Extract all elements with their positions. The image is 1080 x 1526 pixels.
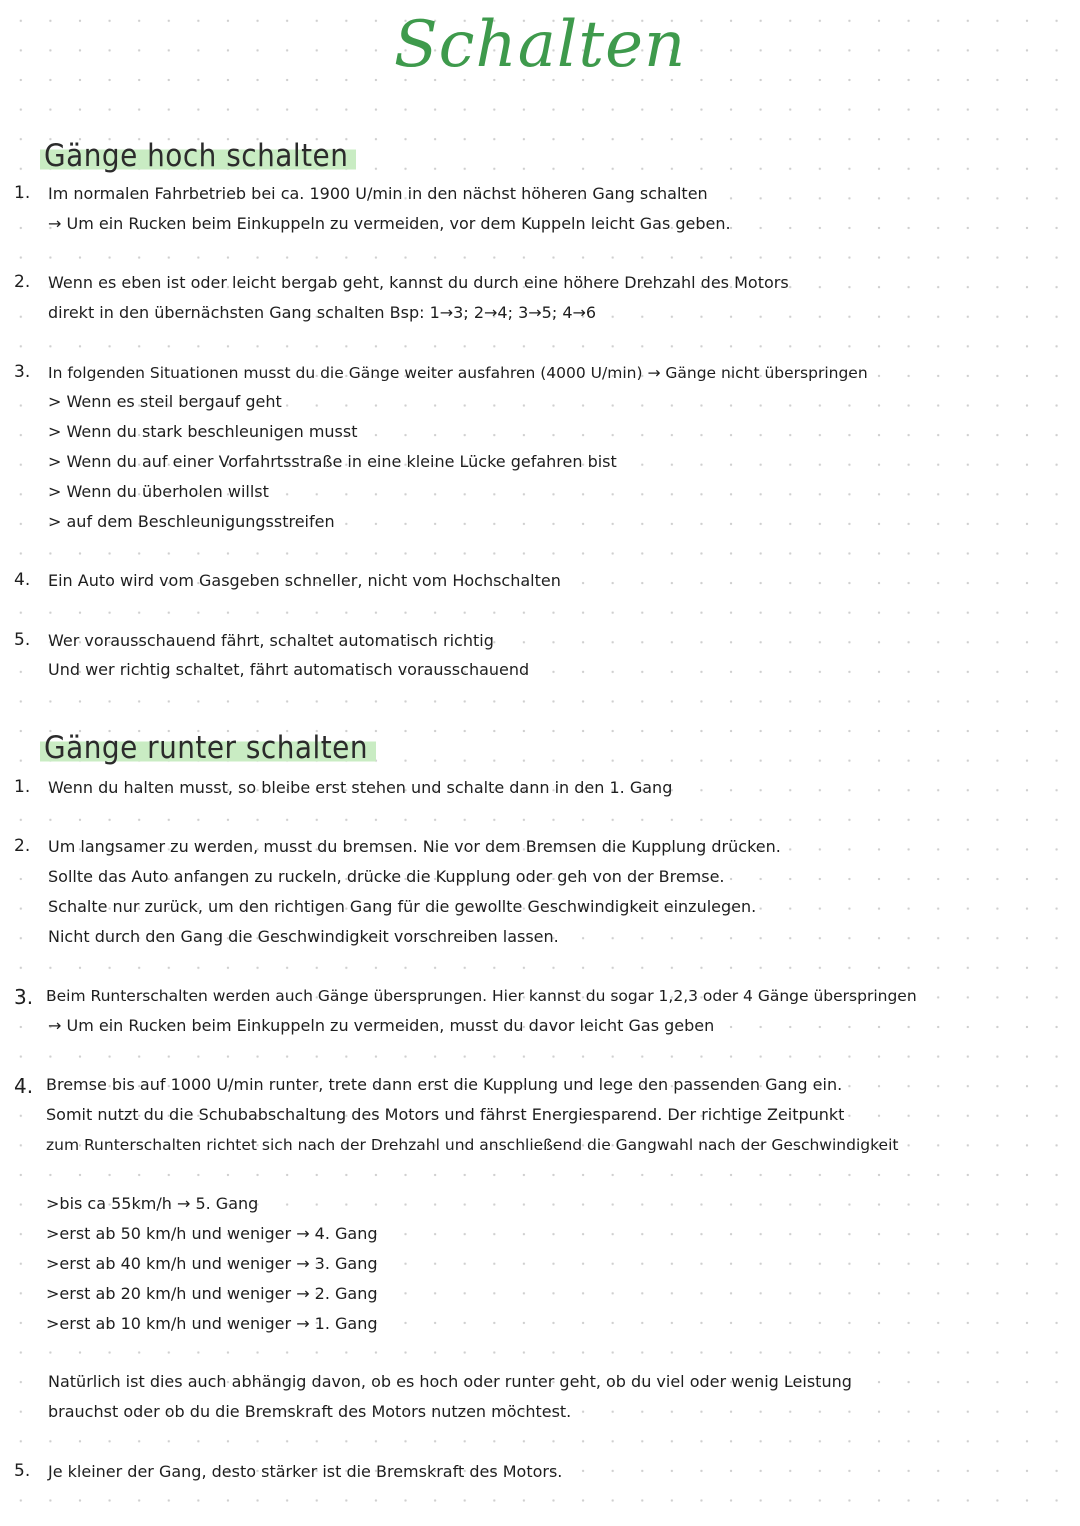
note-line: Wer vorausschauend fährt, schaltet automatisch richtig bbox=[48, 631, 494, 650]
note-line: zum Runterschalten richtet sich nach der Drehzahl und anschließend die Gangwahl nach der Geschwindigkeit bbox=[46, 1136, 899, 1154]
note-line: → Um ein Rucken beim Einkuppeln zu vermeiden, musst du davor leicht Gas geben bbox=[48, 1016, 715, 1035]
note-line: brauchst oder ob du die Bremskraft des Motors nutzen möchtest. bbox=[48, 1402, 572, 1421]
note-line: > Wenn es steil bergauf geht bbox=[48, 392, 282, 411]
section-heading-hoch: Gänge hoch schalten bbox=[40, 138, 356, 174]
note-line: Beim Runterschalten werden auch Gänge übersprungen. Hier kannst du sogar 1,2,3 oder 4 Gänge überspringen bbox=[46, 987, 917, 1005]
item-number: 2. bbox=[14, 836, 31, 856]
note-line: Wenn es eben ist oder leicht bergab geht, kannst du durch eine höhere Drehzahl des Motors bbox=[48, 273, 789, 292]
item-number: 2. bbox=[14, 272, 31, 292]
note-line: Um langsamer zu werden, musst du bremsen. Nie vor dem Bremsen die Kupplung drücken. bbox=[48, 837, 781, 856]
note-line: Nicht durch den Gang die Geschwindigkeit vorschreiben lassen. bbox=[48, 927, 559, 946]
note-line: Und wer richtig schaltet, fährt automatisch vorausschauend bbox=[48, 660, 530, 679]
note-line: Wenn du halten musst, so bleibe erst stehen und schalte dann in den 1. Gang bbox=[48, 778, 673, 797]
note-line: >erst ab 50 km/h und weniger → 4. Gang bbox=[46, 1224, 378, 1243]
note-line: >erst ab 40 km/h und weniger → 3. Gang bbox=[46, 1254, 378, 1273]
note-line: > Wenn du stark beschleunigen musst bbox=[48, 422, 358, 441]
note-line: Ein Auto wird vom Gasgeben schneller, nicht vom Hochschalten bbox=[48, 571, 561, 590]
note-line: Bremse bis auf 1000 U/min runter, trete dann erst die Kupplung und lege den passenden Gang ein. bbox=[46, 1075, 843, 1094]
note-line: > auf dem Beschleunigungsstreifen bbox=[48, 512, 335, 531]
page-title: Schalten bbox=[393, 8, 687, 82]
note-line: → Um ein Rucken beim Einkuppeln zu vermeiden, vor dem Kuppeln leicht Gas geben. bbox=[48, 214, 731, 233]
note-line: Somit nutzt du die Schubabschaltung des Motors und fährst Energiesparend. Der richtige Zeitpunkt bbox=[46, 1105, 845, 1124]
item-number: 3. bbox=[14, 362, 31, 382]
note-line: Im normalen Fahrbetrieb bei ca. 1900 U/min in den nächst höheren Gang schalten bbox=[48, 184, 708, 203]
note-line: > Wenn du auf einer Vorfahrtsstraße in eine kleine Lücke gefahren bist bbox=[48, 452, 617, 471]
item-number: 1. bbox=[14, 777, 31, 797]
item-number: 4. bbox=[14, 1074, 34, 1098]
note-line: >erst ab 20 km/h und weniger → 2. Gang bbox=[46, 1284, 378, 1303]
note-line: >bis ca 55km/h → 5. Gang bbox=[46, 1194, 259, 1213]
note-line: > Wenn du überholen willst bbox=[48, 482, 269, 501]
note-line: Sollte das Auto anfangen zu ruckeln, drücke die Kupplung oder geh von der Bremse. bbox=[48, 867, 725, 886]
item-number: 5. bbox=[14, 1461, 31, 1481]
item-number: 1. bbox=[14, 183, 31, 203]
note-line: In folgenden Situationen musst du die Gänge weiter ausfahren (4000 U/min) → Gänge nicht überspringen bbox=[48, 364, 868, 382]
item-number: 4. bbox=[14, 570, 31, 590]
section-heading-runter: Gänge runter schalten bbox=[40, 730, 376, 766]
note-line: >erst ab 10 km/h und weniger → 1. Gang bbox=[46, 1314, 378, 1333]
note-line: Natürlich ist dies auch abhängig davon, ob es hoch oder runter geht, ob du viel oder wenig Leistung bbox=[48, 1372, 852, 1391]
note-line: direkt in den übernächsten Gang schalten Bsp: 1→3; 2→4; 3→5; 4→6 bbox=[48, 303, 597, 322]
item-number: 3. bbox=[14, 985, 34, 1009]
note-line: Schalte nur zurück, um den richtigen Gang für die gewollte Geschwindigkeit einzulegen. bbox=[48, 897, 757, 916]
note-line: Je kleiner der Gang, desto stärker ist die Bremskraft des Motors. bbox=[48, 1462, 563, 1481]
item-number: 5. bbox=[14, 630, 31, 650]
